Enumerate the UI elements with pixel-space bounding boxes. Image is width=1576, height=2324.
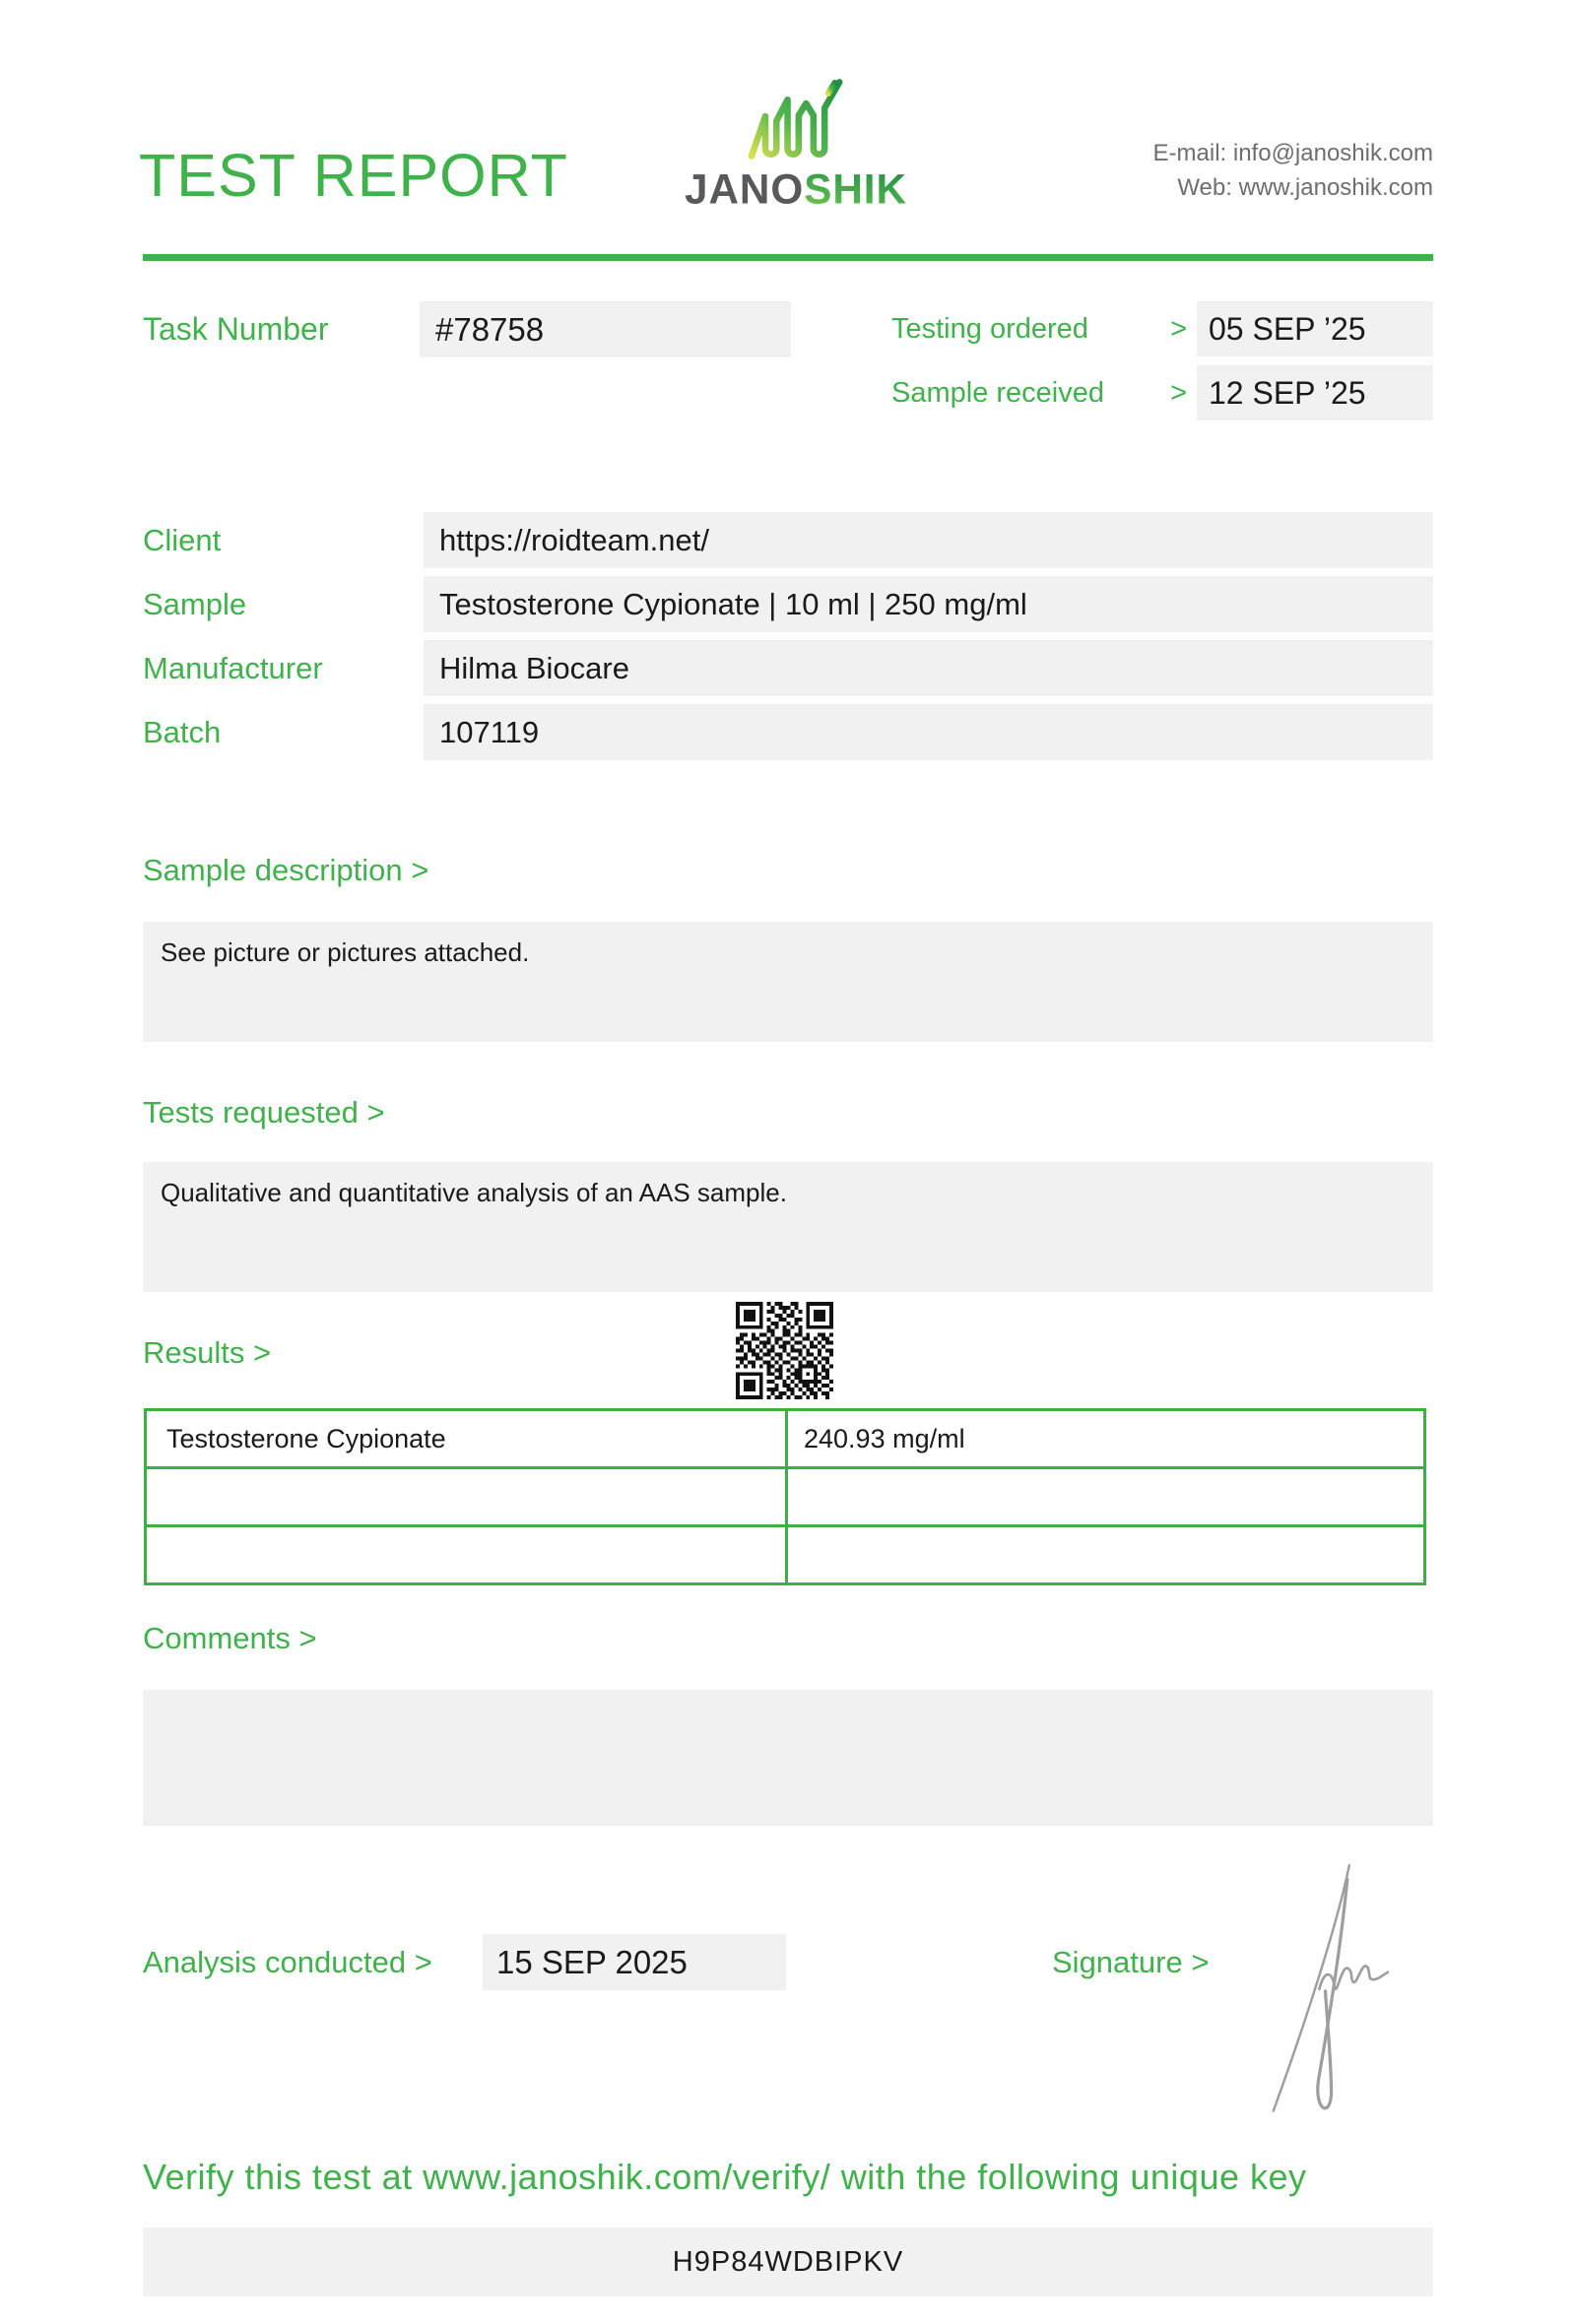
web-label: Web: (1177, 174, 1232, 201)
client-label: Client (143, 522, 222, 557)
contact-web-line (1153, 170, 1433, 205)
analysis-conducted-value: 15 SEP 2025 (483, 1934, 786, 1990)
result-substance (147, 1527, 788, 1582)
sample-info-block (143, 512, 1433, 768)
comments-box (143, 1690, 1433, 1826)
sample-description-heading: Sample description > (143, 853, 429, 887)
tests-requested-text: Qualitative and quantitative analysis of an AAS sample. (161, 1178, 787, 1207)
verify-instruction: Verify this test at www.janoshik.com/verify/ with the following unique key (143, 2157, 1307, 2197)
dates-block (891, 301, 1433, 429)
testing-ordered-row (891, 301, 1433, 356)
analysis-conducted-label: Analysis conducted > (143, 1944, 432, 1979)
client-value: https://roidteam.net/ (424, 512, 1433, 568)
svg-text:JANOSHIK (685, 165, 907, 212)
tests-requested-heading: Tests requested > (143, 1095, 385, 1130)
verify-key: H9P84WDBIPKV (672, 2245, 904, 2278)
batch-row (143, 704, 1433, 760)
contact-email-line (1153, 136, 1433, 170)
sample-label: Sample (143, 586, 247, 621)
tests-requested-box (143, 1162, 1433, 1292)
signature-image (1263, 1849, 1389, 2139)
janoshik-logo (678, 73, 914, 213)
web-value: www.janoshik.com (1238, 174, 1433, 201)
results-table (144, 1408, 1426, 1585)
arrow-glyph: > (1170, 376, 1187, 409)
testing-ordered-label: Testing ordered (891, 312, 1088, 345)
growth-chart-icon (744, 73, 848, 165)
results-row (147, 1469, 1423, 1527)
result-concentration: 240.93 mg/ml (804, 1423, 965, 1453)
result-concentration (788, 1527, 1423, 1582)
task-number-row (143, 301, 791, 357)
results-heading: Results > (143, 1335, 272, 1370)
manufacturer-row (143, 640, 1433, 696)
analysis-conducted-row (143, 1934, 786, 1990)
qr-code (736, 1302, 833, 1399)
result-substance (147, 1469, 788, 1524)
sample-value: Testosterone Cypionate | 10 ml | 250 mg/ml (424, 576, 1433, 632)
email-label: E-mail: (1152, 140, 1227, 166)
logo-part-shik: SHIK (804, 165, 907, 213)
results-row (147, 1527, 1423, 1582)
task-number-value: #78758 (420, 301, 791, 357)
task-number-label: Task Number (143, 311, 329, 347)
client-row (143, 512, 1433, 568)
batch-label: Batch (143, 714, 222, 749)
logo-wordmark (678, 165, 914, 213)
header-divider (143, 254, 1433, 261)
logo-part-jano: JANO (685, 165, 805, 213)
result-concentration (788, 1469, 1423, 1524)
sample-description-box (143, 922, 1433, 1042)
results-row (147, 1411, 1423, 1469)
signature-label: Signature > (1052, 1944, 1210, 1979)
batch-value: 107119 (424, 704, 1433, 760)
sample-row (143, 576, 1433, 632)
sample-received-value: 12 SEP ’25 (1197, 365, 1433, 420)
verify-key-box (143, 2227, 1433, 2296)
comments-heading: Comments > (143, 1621, 317, 1655)
contact-info (1153, 136, 1433, 205)
sample-received-label: Sample received (891, 376, 1104, 409)
page-title: TEST REPORT (139, 142, 568, 209)
email-value: info@janoshik.com (1232, 140, 1433, 166)
sample-received-row (891, 365, 1433, 420)
manufacturer-label: Manufacturer (143, 650, 323, 685)
testing-ordered-value: 05 SEP ’25 (1197, 301, 1433, 356)
result-substance: Testosterone Cypionate (147, 1411, 788, 1466)
arrow-glyph: > (1170, 312, 1187, 345)
sample-description-text: See picture or pictures attached. (161, 937, 530, 967)
manufacturer-value: Hilma Biocare (424, 640, 1433, 696)
